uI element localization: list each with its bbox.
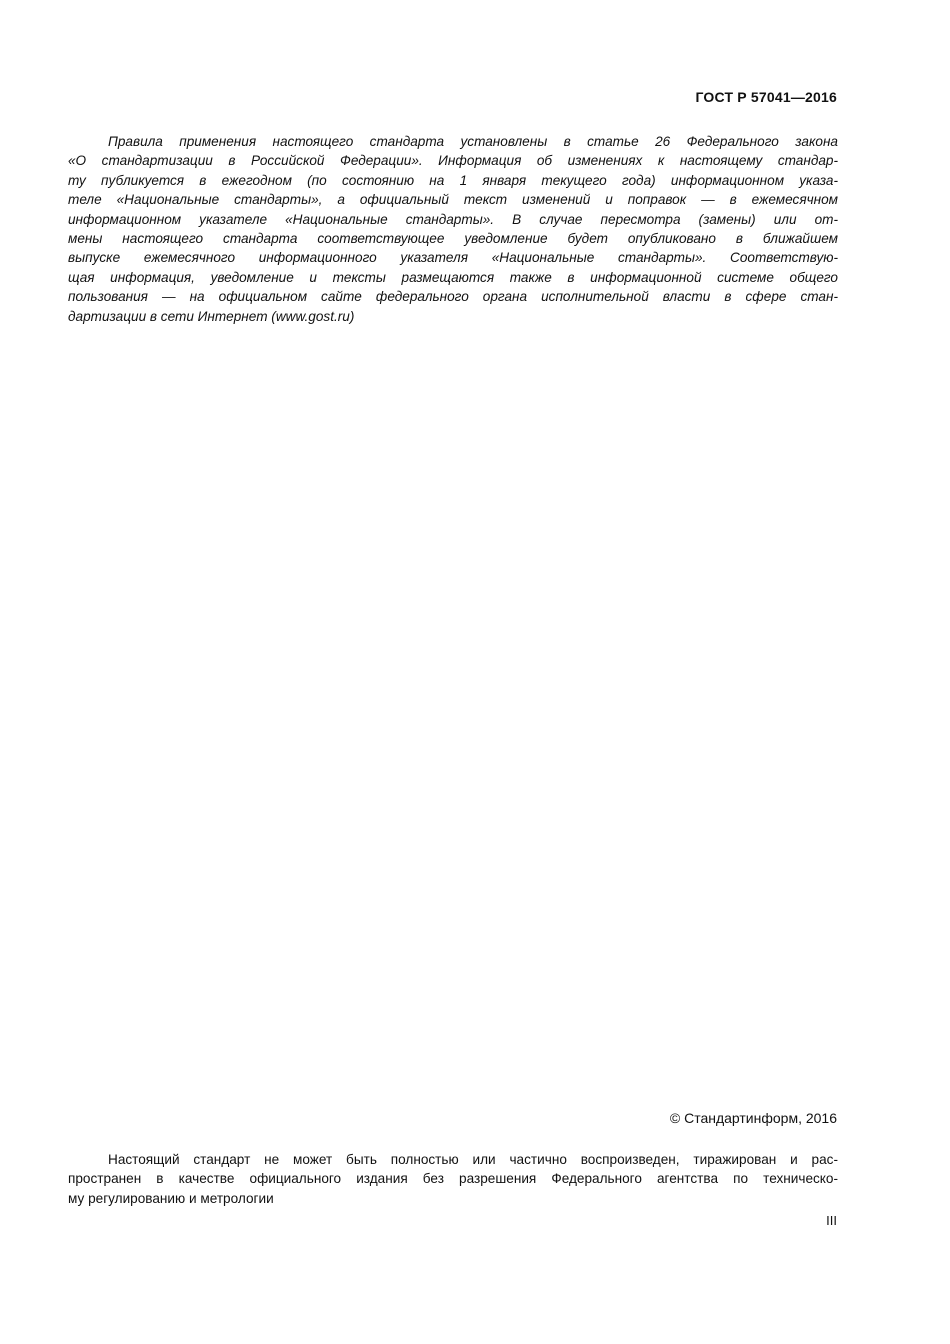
notice-line: дартизации в сети Интернет (www.gost.ru) bbox=[68, 308, 355, 324]
reproduction-restriction bbox=[68, 1150, 838, 1208]
notice-line: выпуске ежемесячного информационного указателя «Национальные стандарты». Соответствую- bbox=[68, 250, 838, 266]
standard-id-header: ГОСТ Р 57041—2016 bbox=[695, 89, 837, 105]
publication-notice bbox=[68, 132, 838, 326]
legal-line: пространен в качестве официального издания без разрешения Федерального агентства по техническо- bbox=[68, 1171, 838, 1187]
legal-line: му регулированию и метрологии bbox=[68, 1190, 274, 1206]
notice-line: информационном указателе «Национальные стандарты». В случае пересмотра (замены) или от- bbox=[68, 211, 838, 227]
notice-line: Правила применения настоящего стандарта установлены в статье 26 Федерального закона bbox=[108, 134, 838, 149]
notice-line: щая информация, уведомление и тексты размещаются также в информационной системе общего bbox=[68, 269, 838, 285]
notice-line: «О стандартизации в Российской Федерации». Информация об изменениях к настоящему стандар- bbox=[68, 153, 838, 169]
notice-line: мены настоящего стандарта соответствующее уведомление будет опубликовано в ближайшем bbox=[68, 231, 838, 247]
legal-line: Настоящий стандарт не может быть полностью или частично воспроизведен, тиражирован и рас- bbox=[108, 1152, 838, 1167]
notice-line: теле «Национальные стандарты», а официальный текст изменений и поправок — в ежемесячном bbox=[68, 192, 838, 208]
notice-line: пользования — на официальном сайте федерального органа исполнительной власти в сфере стан- bbox=[68, 289, 838, 305]
copyright-notice: © Стандартинформ, 2016 bbox=[669, 1110, 837, 1126]
page-number: III bbox=[826, 1213, 837, 1228]
notice-line: ту публикуется в ежегодном (по состоянию на 1 января текущего года) информационном указа- bbox=[68, 172, 838, 188]
